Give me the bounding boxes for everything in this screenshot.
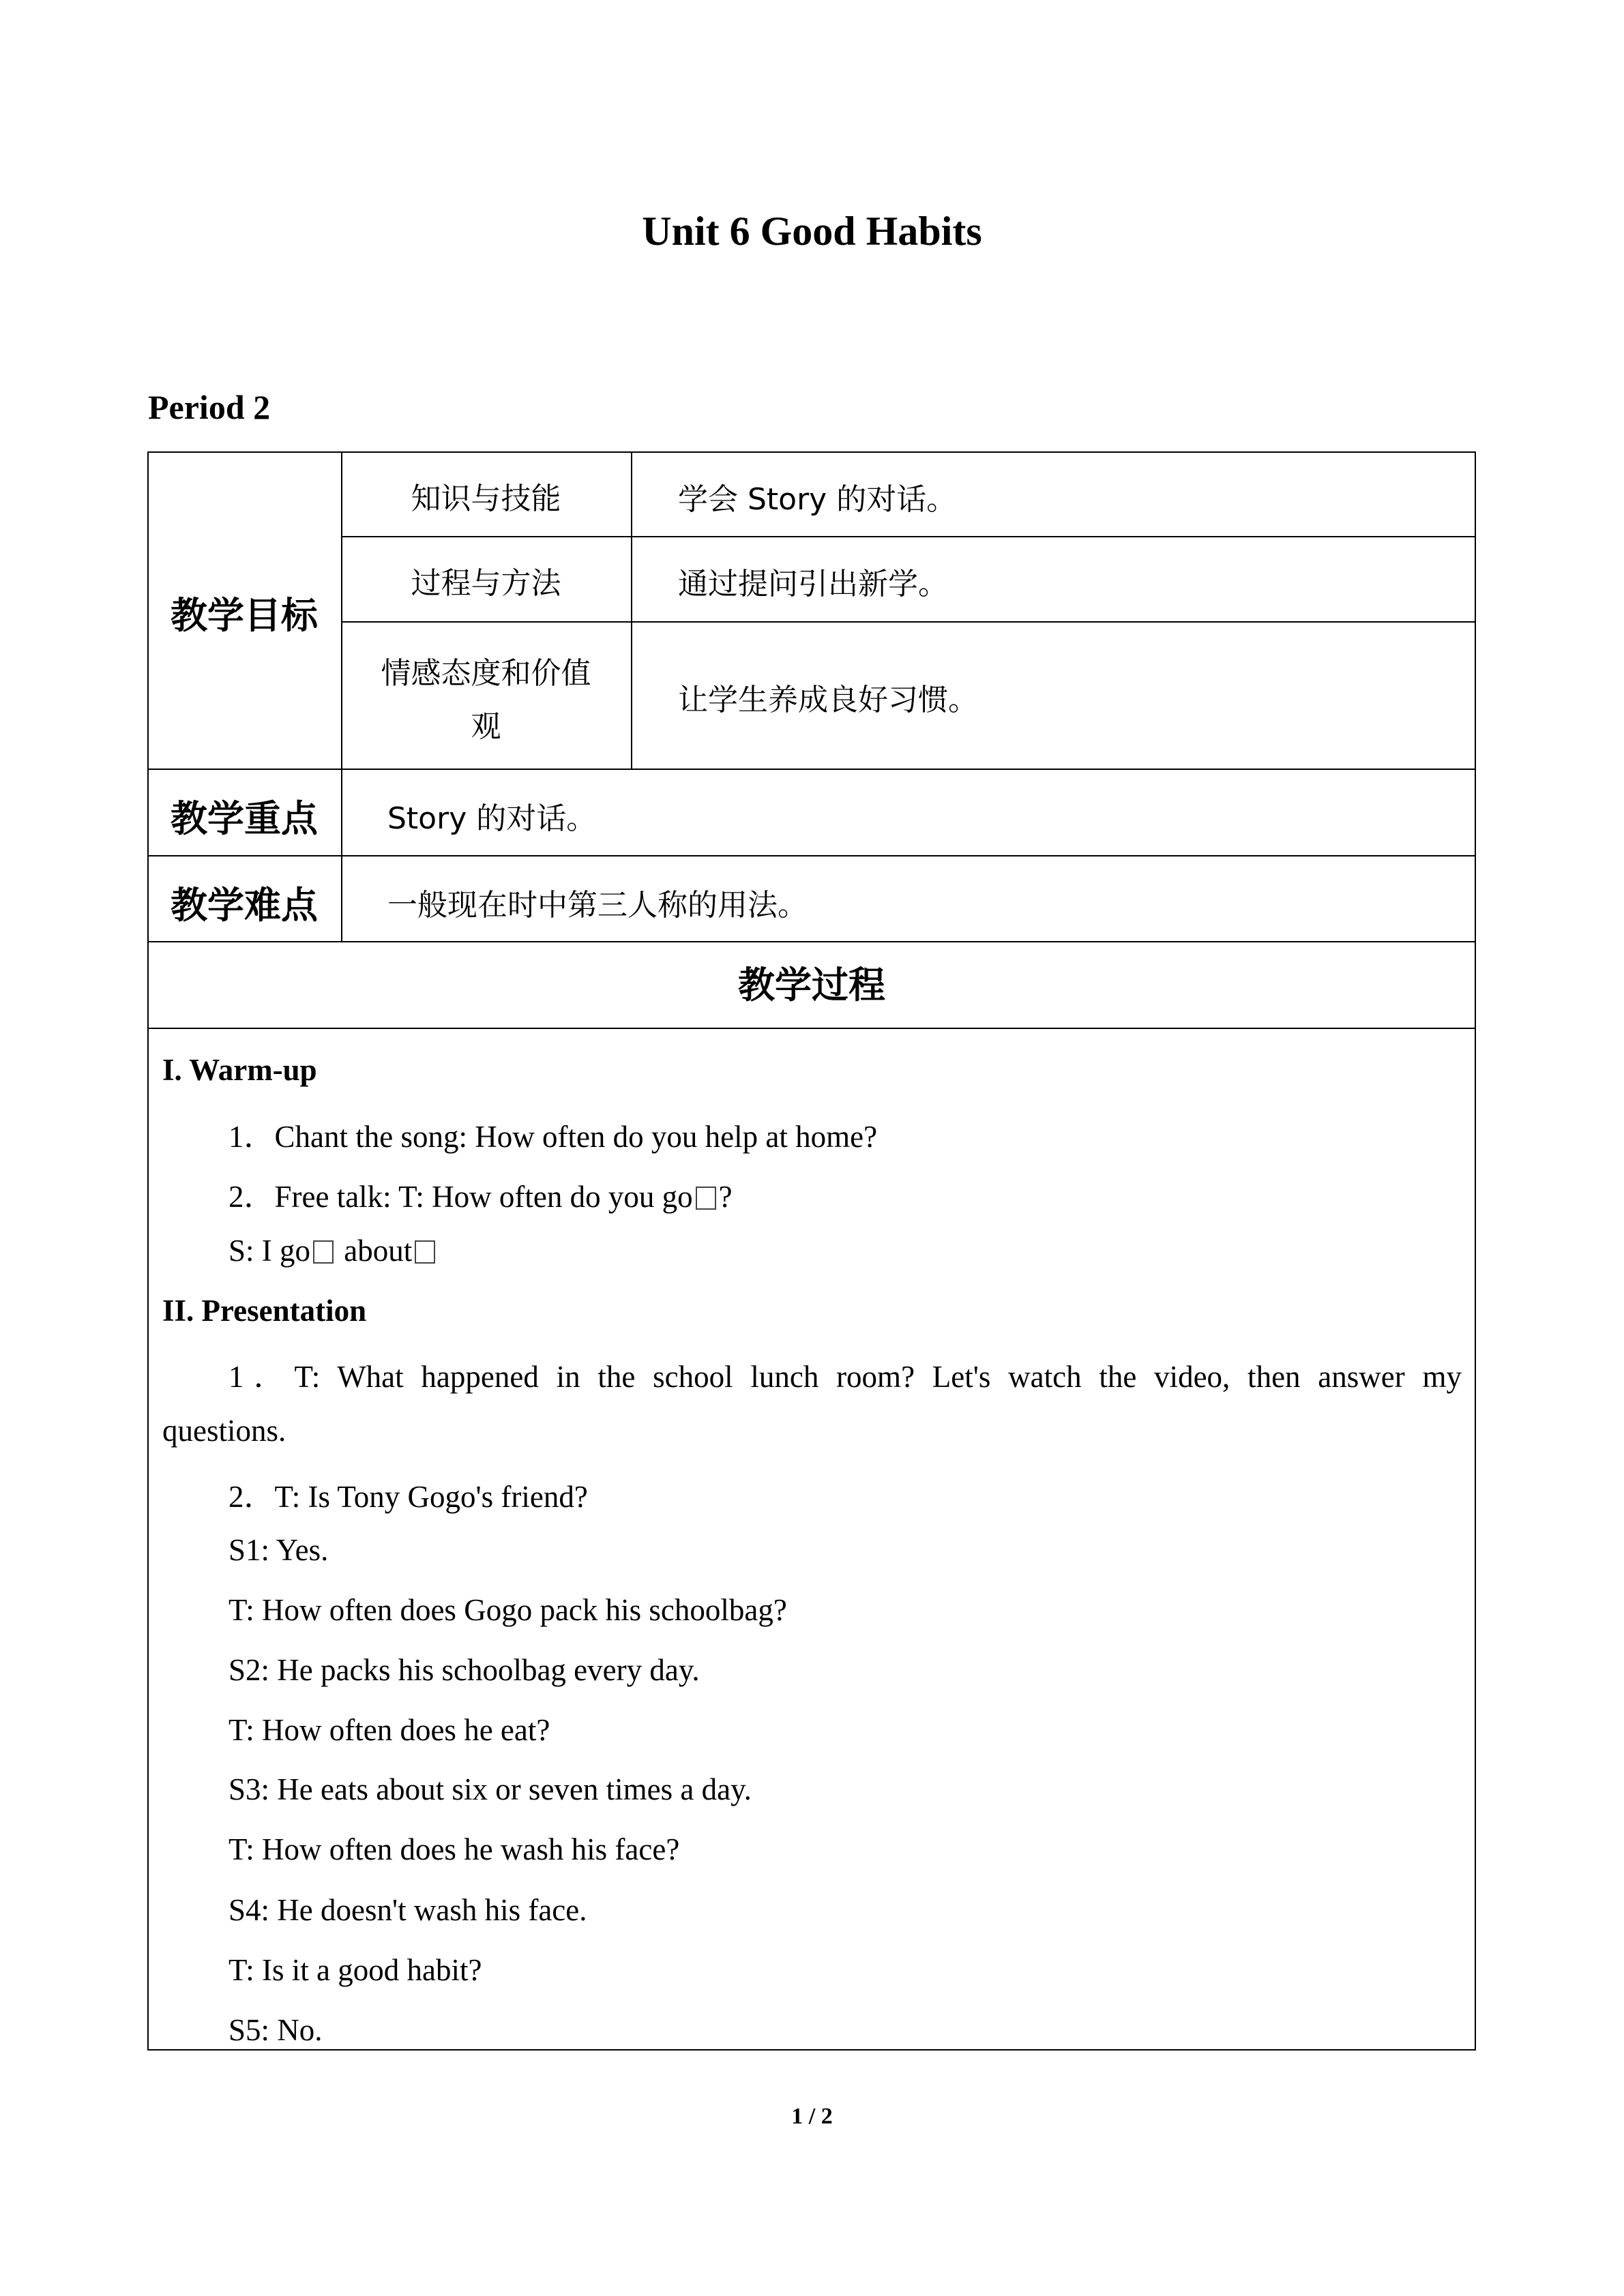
difficult-point-content: 一般现在时中第三人称的用法。 [387,888,808,923]
table-rule [147,769,1476,770]
presentation-line: T: How often does he eat? [228,1713,550,1747]
table-rule [631,451,632,769]
warmup-line-1: 1．Chant the song: How often do you help at home? [228,1120,878,1154]
key-point-content: Story 的对话。 [387,801,597,836]
period-heading: Period 2 [148,388,271,426]
table-rule [147,855,1476,856]
warmup-heading: I. Warm-up [162,1053,317,1087]
blank-box-icon [696,1187,716,1210]
presentation-line: S2: He packs his schoolbag every day. [228,1653,700,1687]
presentation-line: S3: He eats about six or seven times a day. [228,1772,752,1806]
warmup-line-2-end: ? [718,1180,733,1214]
objective-category-knowledge: 知识与技能 [411,481,561,516]
warmup-line-3 [228,1233,438,1268]
warmup-line-3-text: S: I go [228,1234,311,1268]
objective-category-attitude-line1: 情感态度和价值 [381,656,591,691]
warmup-line-2-text: 2．Free talk: T: How often do you go [228,1180,693,1214]
presentation-line: T: How often does Gogo pack his schoolbag? [228,1593,787,1627]
blank-box-icon [415,1240,435,1264]
objective-category-attitude-line2: 观 [471,709,501,744]
table-rule [341,621,1476,623]
warmup-line-3-about: about [336,1234,413,1268]
presentation-line: 2．T: Is Tony Gogo's friend? [228,1480,588,1514]
presentation-line: S5: No. [228,2013,323,2047]
presentation-line: S4: He doesn't wash his face. [228,1893,587,1927]
presentation-line: T: Is it a good habit? [228,1953,482,1987]
objective-content-process: 通过提问引出新学。 [678,567,948,601]
table-rule [147,1028,1476,1029]
presentation-heading: II. Presentation [162,1294,367,1328]
warmup-line-2 [228,1172,733,1216]
table-rule [147,941,1476,942]
presentation-item1-line2: questions. [162,1414,286,1448]
difficult-point-label: 教学难点 [171,884,318,927]
presentation-line: S1: Yes. [228,1533,329,1567]
presentation-item1-line1: 1．T: What happened in the school lunch room? Let's watch the video, then answer my [228,1360,1462,1394]
objectives-label: 教学目标 [171,594,318,637]
objective-content-knowledge: 学会 Story 的对话。 [678,482,957,517]
table-rule [341,536,1476,537]
objective-category-process: 过程与方法 [411,566,561,601]
blank-box-icon [313,1240,334,1264]
objective-content-attitude: 让学生养成良好习惯。 [678,683,978,717]
page-number: 1 / 2 [791,2104,833,2129]
key-point-label: 教学重点 [171,797,318,840]
presentation-line: T: How often does he wash his face? [228,1832,680,1866]
document-title: Unit 6 Good Habits [642,209,982,254]
process-header: 教学过程 [738,964,885,1007]
